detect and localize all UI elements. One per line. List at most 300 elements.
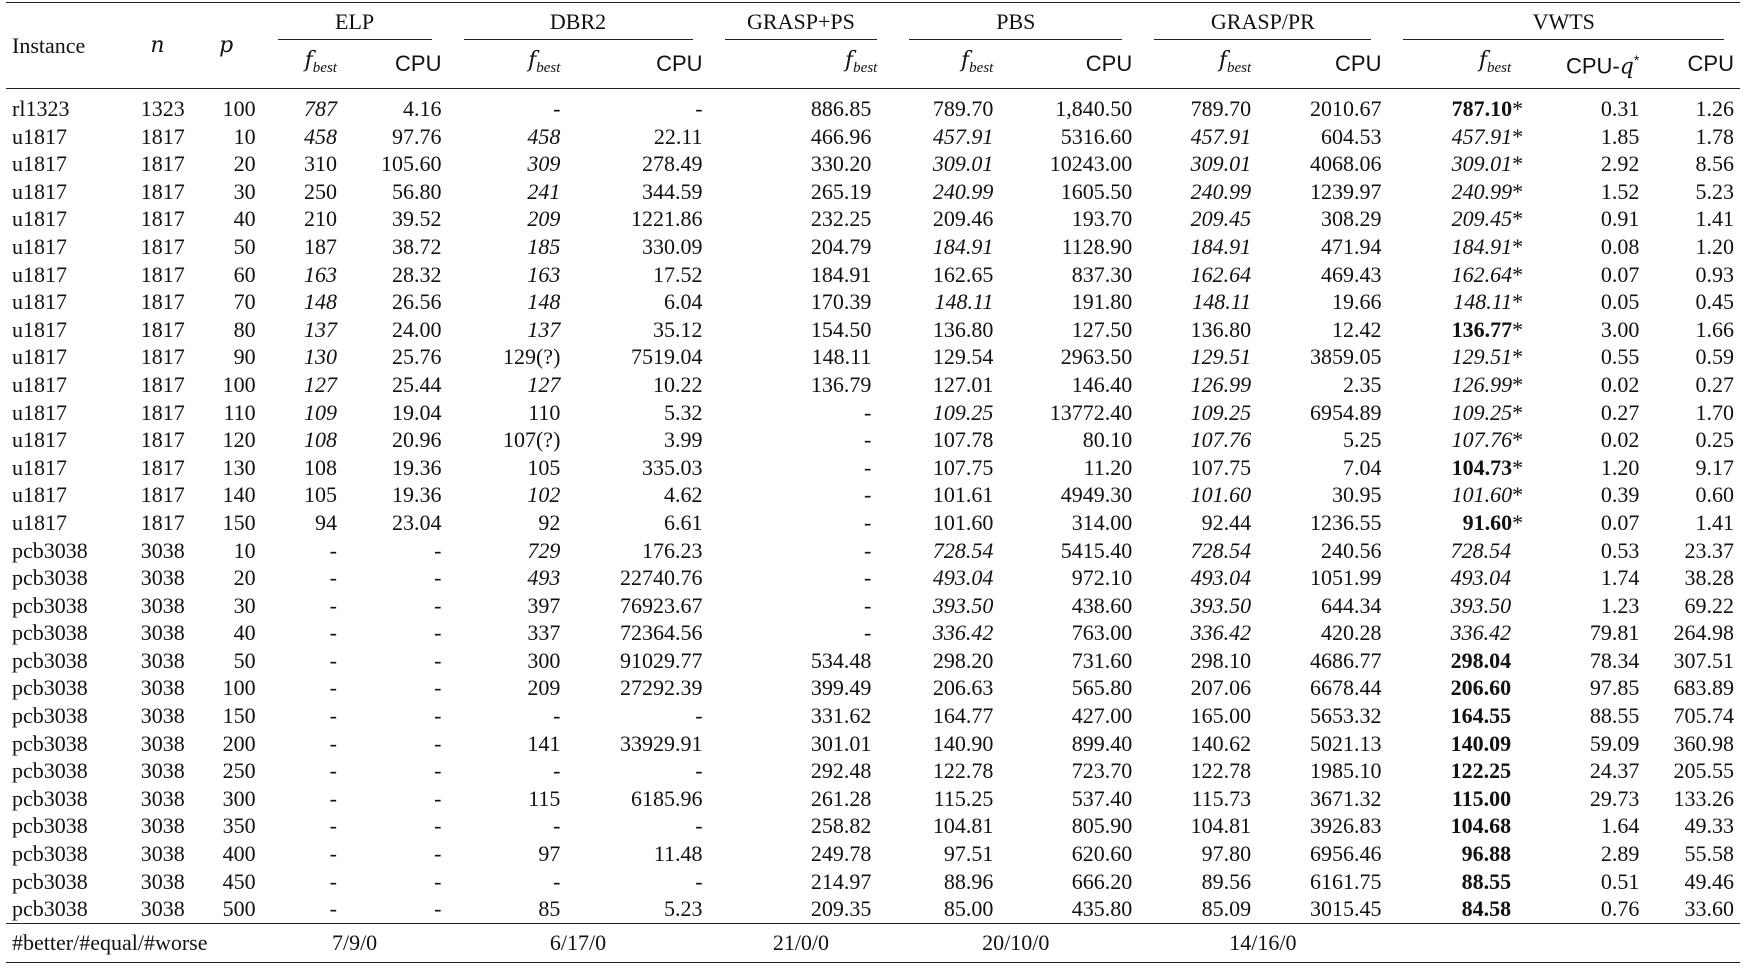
table-cell: 3859.05 xyxy=(1309,344,1382,370)
table-cell: 214.97 xyxy=(810,868,872,894)
table-cell: 55.58 xyxy=(1684,841,1734,867)
table-cell: 33929.91 xyxy=(620,730,703,756)
table-cell: 471.94 xyxy=(1320,233,1382,259)
table-cell: u1817 xyxy=(12,178,67,204)
table-cell: 88.55 xyxy=(1461,868,1512,894)
table-row xyxy=(6,509,1740,537)
table-cell: 115.73 xyxy=(1191,785,1252,811)
table-cell: 1817 xyxy=(140,206,185,232)
table-row xyxy=(6,371,1740,399)
table-cell: - xyxy=(695,703,703,729)
subheader-row xyxy=(6,40,1740,89)
table-cell: - xyxy=(553,96,561,121)
table-cell: 1221.86 xyxy=(631,206,703,232)
table-cell: 69.22 xyxy=(1684,592,1734,618)
header-group-vwts xyxy=(1387,3,1740,41)
table-cell: 184.91 xyxy=(1190,233,1252,259)
table-header xyxy=(6,3,1740,89)
table-cell: 59.09 xyxy=(1589,730,1640,756)
table-cell: 1.41 xyxy=(1695,509,1734,535)
table-cell: 3038 xyxy=(140,785,185,811)
table-cell: 10243.00 xyxy=(1049,151,1133,177)
table-cell: 335.03 xyxy=(642,454,703,480)
table-row xyxy=(6,757,1740,785)
table-cell: 336.42 xyxy=(1450,620,1512,646)
table-cell: 92.44 xyxy=(1201,509,1252,535)
table-cell: 101.60 xyxy=(1190,482,1252,508)
table-cell: - xyxy=(864,454,872,480)
footer-label: #better/#equal/#worse xyxy=(6,923,262,962)
table-cell: 4.16 xyxy=(403,96,442,121)
table-cell: 40 xyxy=(233,620,256,646)
table-cell: - xyxy=(434,647,442,673)
table-cell: 393.50 xyxy=(932,592,994,618)
table-cell: 97 xyxy=(538,841,561,867)
subheader-cpu-q-: CPU-q* xyxy=(1527,40,1645,89)
table-row xyxy=(6,150,1740,178)
table-cell: 122.78 xyxy=(1190,758,1252,784)
table-cell: 11.48 xyxy=(653,841,703,867)
table-cell: 393.50 xyxy=(1450,592,1512,618)
table-cell: 1323 xyxy=(140,96,185,121)
table-cell: - xyxy=(864,399,872,425)
table-cell: 3015.45 xyxy=(1309,896,1382,922)
table-cell: 723.70 xyxy=(1071,758,1133,784)
table-cell: 91.60* xyxy=(1462,509,1524,535)
table-cell: 1817 xyxy=(140,371,185,397)
table-cell: 298.04 xyxy=(1450,647,1512,673)
header-group-pbs xyxy=(893,3,1138,41)
table-cell: 310 xyxy=(303,151,337,177)
table-cell: 78.34 xyxy=(1589,647,1640,673)
table-cell: 1817 xyxy=(140,454,185,480)
subheader-f-best: $f_{best}$ xyxy=(1387,40,1527,89)
table-cell: 164.77 xyxy=(932,703,994,729)
table-cell: 126.99 xyxy=(1190,371,1252,397)
table-cell: 209 xyxy=(527,206,561,232)
table-cell: u1817 xyxy=(12,482,67,508)
table-cell: 146.40 xyxy=(1071,371,1133,397)
table-cell: 1,840.50 xyxy=(1055,96,1133,121)
table-row xyxy=(6,343,1740,371)
table-cell: 170.39 xyxy=(810,289,872,315)
table-cell: 122.25 xyxy=(1450,758,1512,784)
table-cell: 104.73* xyxy=(1451,454,1524,480)
table-cell: 107.78 xyxy=(932,427,994,453)
table-cell: u1817 xyxy=(12,233,67,259)
group-name: VWTS xyxy=(1532,9,1595,34)
table-cell: 241 xyxy=(527,178,561,204)
table-cell: 20 xyxy=(233,565,256,591)
table-body xyxy=(6,89,1740,924)
table-cell: 150 xyxy=(222,509,256,535)
table-cell: 604.53 xyxy=(1320,123,1382,149)
table-cell: 466.96 xyxy=(810,123,872,149)
header-p: p xyxy=(191,3,262,89)
table-cell: 0.27 xyxy=(1600,399,1640,425)
table-cell: 140.09 xyxy=(1450,730,1512,756)
table-cell: 3038 xyxy=(140,537,185,563)
table-cell: 1.26 xyxy=(1695,96,1734,121)
table-cell: 4686.77 xyxy=(1309,647,1382,673)
table-cell: 107(?) xyxy=(502,427,561,453)
footer-pbs: 20/10/0 xyxy=(893,923,1138,962)
table-cell: 88.55 xyxy=(1589,703,1640,729)
table-cell: 458 xyxy=(527,123,561,149)
subheader-cpu: CPU xyxy=(1267,40,1387,89)
table-cell: 6.04 xyxy=(664,289,703,315)
table-cell: 100 xyxy=(222,675,256,701)
table-cell: 5021.13 xyxy=(1309,730,1382,756)
table-cell: 1.70 xyxy=(1695,399,1734,425)
table-cell: 0.60 xyxy=(1695,482,1734,508)
table-cell: u1817 xyxy=(12,151,67,177)
table-cell: 97.76 xyxy=(392,123,442,149)
table-cell: u1817 xyxy=(12,427,67,453)
table-cell: - xyxy=(329,841,337,867)
table-row xyxy=(6,702,1740,730)
table-cell: 122.78 xyxy=(932,758,994,784)
table-cell: u1817 xyxy=(12,123,67,149)
table-cell: - xyxy=(434,758,442,784)
table-row xyxy=(6,619,1740,647)
table-cell: - xyxy=(695,758,703,784)
table-cell: 107.75 xyxy=(932,454,994,480)
table-cell: 137 xyxy=(527,316,561,342)
table-cell: 435.80 xyxy=(1071,896,1133,922)
table-cell: 0.02 xyxy=(1600,427,1640,453)
group-name: ELP xyxy=(335,9,375,34)
table-cell: - xyxy=(329,868,337,894)
table-cell: 5.25 xyxy=(1342,427,1382,453)
table-cell: 129.51* xyxy=(1451,344,1524,370)
table-cell: 493.04 xyxy=(1450,565,1512,591)
table-cell: 209 xyxy=(527,675,561,701)
table-cell: 140.90 xyxy=(932,730,994,756)
table-cell: 115.25 xyxy=(933,785,994,811)
table-cell: 101.60 xyxy=(932,509,994,535)
table-row xyxy=(6,399,1740,427)
table-cell: 6678.44 xyxy=(1309,675,1382,701)
table-cell: 148.11 xyxy=(811,344,872,370)
table-cell: 148 xyxy=(527,289,561,315)
table-cell: - xyxy=(864,620,872,646)
table-cell: 148.11 xyxy=(934,289,994,315)
table-cell: 120 xyxy=(222,427,256,453)
table-cell: 185 xyxy=(527,233,561,259)
table-cell: 9.17 xyxy=(1695,454,1734,480)
table-cell: 0.27 xyxy=(1695,371,1734,397)
table-cell: 0.05 xyxy=(1600,289,1640,315)
table-cell: 1239.97 xyxy=(1309,178,1382,204)
table-cell: 457.91* xyxy=(1451,123,1524,149)
table-cell: 0.08 xyxy=(1600,233,1640,259)
table-cell: 249.78 xyxy=(810,841,872,867)
table-cell: 10.22 xyxy=(653,371,703,397)
table-cell: 90 xyxy=(233,344,256,370)
subheader-f-best: $f_{best}$ xyxy=(1138,40,1267,89)
table-cell: 20 xyxy=(233,151,256,177)
table-cell: 4068.06 xyxy=(1309,151,1382,177)
table-cell: rl1323 xyxy=(12,96,70,121)
table-cell: 899.40 xyxy=(1071,730,1133,756)
table-cell: 4.62 xyxy=(664,482,703,508)
table-cell: 705.74 xyxy=(1673,703,1734,729)
table-cell: 12.42 xyxy=(1331,316,1382,342)
header-group-elp xyxy=(262,3,448,41)
table-cell: - xyxy=(864,509,872,535)
table-cell: 104.81 xyxy=(1190,813,1252,839)
results-table xyxy=(6,2,1740,963)
table-cell: 129.51 xyxy=(1190,344,1252,370)
table-cell: - xyxy=(553,813,561,839)
table-row xyxy=(6,233,1740,261)
table-cell: 5.23 xyxy=(1695,178,1734,204)
table-cell: 500 xyxy=(222,896,256,922)
table-cell: 28.32 xyxy=(392,261,442,287)
table-cell: 3038 xyxy=(140,896,185,922)
table-cell: 232.25 xyxy=(810,206,872,232)
table-cell: u1817 xyxy=(12,261,67,287)
table-cell: 837.30 xyxy=(1071,261,1133,287)
table-cell: 97.80 xyxy=(1201,841,1252,867)
table-row xyxy=(6,730,1740,758)
table-cell: 85.09 xyxy=(1201,896,1252,922)
table-cell: 763.00 xyxy=(1071,620,1133,646)
table-cell: 300 xyxy=(222,785,256,811)
table-cell: 493.04 xyxy=(932,565,994,591)
table-row xyxy=(6,592,1740,620)
table-cell: - xyxy=(329,758,337,784)
table-cell: 109.25 xyxy=(1190,399,1252,425)
table-cell: 5653.32 xyxy=(1309,703,1382,729)
table-cell: u1817 xyxy=(12,344,67,370)
header-n: n xyxy=(124,3,191,89)
table-cell: 209.35 xyxy=(810,896,872,922)
table-cell: 1817 xyxy=(140,123,185,149)
table-cell: 110 xyxy=(528,399,561,425)
table-cell: 40 xyxy=(233,206,256,232)
table-row xyxy=(6,205,1740,233)
table-row xyxy=(6,454,1740,482)
table-cell: 3.99 xyxy=(664,427,703,453)
table-cell: 39.52 xyxy=(392,206,442,232)
table-cell: pcb3038 xyxy=(12,758,88,784)
table-cell: 1.74 xyxy=(1600,565,1640,591)
table-cell: - xyxy=(329,647,337,673)
table-cell: 886.85 xyxy=(810,96,872,121)
table-cell: 6.61 xyxy=(664,509,703,535)
table-cell: 397 xyxy=(527,592,561,618)
table-cell: 1817 xyxy=(140,261,185,287)
table-cell: 0.45 xyxy=(1695,289,1734,315)
table-cell: 176.23 xyxy=(642,537,703,563)
group-name: GRASP+PS xyxy=(747,9,855,34)
table-cell: 164.55 xyxy=(1450,703,1512,729)
group-name: PBS xyxy=(996,9,1036,34)
table-cell: 108 xyxy=(303,454,337,480)
table-cell: - xyxy=(434,785,442,811)
footer-vwts xyxy=(1387,923,1740,962)
table-cell: pcb3038 xyxy=(12,537,88,563)
table-cell: 666.20 xyxy=(1071,868,1133,894)
table-cell: 457.91 xyxy=(1190,123,1252,149)
table-cell: 3038 xyxy=(140,868,185,894)
table-row xyxy=(6,288,1740,316)
table-cell: 162.64* xyxy=(1451,261,1524,287)
table-cell: 10 xyxy=(233,123,256,149)
table-cell: 300 xyxy=(527,647,561,673)
table-cell: 127.50 xyxy=(1071,316,1133,342)
table-cell: 1817 xyxy=(140,316,185,342)
table-cell: 60 xyxy=(233,261,256,287)
table-cell: 140.62 xyxy=(1190,730,1252,756)
table-cell: 148 xyxy=(303,289,337,315)
table-cell: - xyxy=(434,620,442,646)
table-cell: 1128.90 xyxy=(1061,233,1133,259)
table-cell: 1051.99 xyxy=(1309,565,1382,591)
table-cell: 240.99 xyxy=(932,178,994,204)
table-cell: 1236.55 xyxy=(1309,509,1382,535)
table-cell: 787.10* xyxy=(1451,96,1524,121)
table-row xyxy=(6,481,1740,509)
table-cell: - xyxy=(434,813,442,839)
table-cell: 22740.76 xyxy=(620,565,703,591)
table-cell: pcb3038 xyxy=(12,565,88,591)
subheader-f-best: $f_{best}$ xyxy=(893,40,1009,89)
table-cell: 3038 xyxy=(140,703,185,729)
table-cell: 3038 xyxy=(140,647,185,673)
table-cell: 1.52 xyxy=(1600,178,1640,204)
table-cell: 438.60 xyxy=(1071,592,1133,618)
table-cell: 24.00 xyxy=(392,316,442,342)
table-row xyxy=(6,537,1740,565)
table-cell: pcb3038 xyxy=(12,896,88,922)
table-cell: 731.60 xyxy=(1071,647,1133,673)
table-cell: 1817 xyxy=(140,399,185,425)
table-cell: 1.85 xyxy=(1600,123,1640,149)
table-cell: 2010.67 xyxy=(1309,96,1382,121)
table-cell: 728.54 xyxy=(1450,537,1512,563)
table-cell: 3038 xyxy=(140,730,185,756)
table-cell: 3671.32 xyxy=(1309,785,1382,811)
table-cell: 336.42 xyxy=(932,620,994,646)
table-cell: 344.59 xyxy=(642,178,703,204)
table-row xyxy=(6,89,1740,123)
table-cell: 184.91 xyxy=(810,261,872,287)
table-cell: 309.01 xyxy=(932,151,994,177)
table-cell: 56.80 xyxy=(392,178,442,204)
table-cell: 209.46 xyxy=(932,206,994,232)
table-cell: 150 xyxy=(222,703,256,729)
subheader-f-best: $f_{best}$ xyxy=(262,40,353,89)
table-cell: 209.45 xyxy=(1190,206,1252,232)
table-cell: 30 xyxy=(233,592,256,618)
table-cell: 107.76 xyxy=(1190,427,1252,453)
table-cell: 0.31 xyxy=(1600,96,1640,121)
table-cell: 107.75 xyxy=(1190,454,1252,480)
table-cell: 250 xyxy=(303,178,337,204)
table-cell: pcb3038 xyxy=(12,841,88,867)
subheader-cpu: CPU xyxy=(353,40,448,89)
table-cell: 469.43 xyxy=(1320,261,1382,287)
table-cell: 184.91* xyxy=(1451,233,1524,259)
table-cell: - xyxy=(329,565,337,591)
table-cell: 8.56 xyxy=(1695,151,1734,177)
table-cell: 0.39 xyxy=(1600,482,1640,508)
table-cell: 107.76* xyxy=(1451,427,1524,453)
table-cell: 191.80 xyxy=(1071,289,1133,315)
table-cell: 789.70 xyxy=(1190,96,1252,121)
table-cell: 250 xyxy=(222,758,256,784)
table-cell: 94 xyxy=(314,509,337,535)
table-cell: 3038 xyxy=(140,592,185,618)
table-cell: 301.01 xyxy=(810,730,872,756)
table-cell: 683.89 xyxy=(1673,675,1734,701)
table-cell: 3038 xyxy=(140,565,185,591)
table-cell: 427.00 xyxy=(1071,703,1133,729)
table-cell: 0.07 xyxy=(1600,509,1640,535)
table-cell: 101.61 xyxy=(932,482,994,508)
table-cell: 133.26 xyxy=(1673,785,1734,811)
table-cell: - xyxy=(553,758,561,784)
table-cell: 805.90 xyxy=(1071,813,1133,839)
table-cell: 0.59 xyxy=(1695,344,1734,370)
table-cell: 108 xyxy=(303,427,337,453)
table-cell: 105 xyxy=(303,482,337,508)
table-cell: - xyxy=(434,730,442,756)
table-cell: 240.56 xyxy=(1320,537,1382,563)
table-cell: 29.73 xyxy=(1589,785,1640,811)
table-cell: 97.51 xyxy=(943,841,994,867)
table-cell: 100 xyxy=(222,371,256,397)
table-cell: 163 xyxy=(303,261,337,287)
table-footer xyxy=(6,923,1740,962)
table-cell: 110 xyxy=(223,399,256,425)
table-cell: 2.92 xyxy=(1600,151,1640,177)
table-cell: 136.79 xyxy=(810,371,872,397)
table-cell: 0.76 xyxy=(1600,896,1640,922)
table-cell: 493.04 xyxy=(1190,565,1252,591)
table-cell: 140 xyxy=(222,482,256,508)
table-row xyxy=(6,868,1740,896)
table-cell: - xyxy=(864,565,872,591)
table-cell: 1605.50 xyxy=(1060,178,1133,204)
header-instance: Instance xyxy=(6,3,124,89)
table-cell: 92 xyxy=(538,509,561,535)
table-cell: - xyxy=(329,537,337,563)
table-cell: 350 xyxy=(222,813,256,839)
subheader-cpu: CPU xyxy=(1645,40,1740,89)
table-cell: 27292.39 xyxy=(620,675,703,701)
table-cell: 206.60 xyxy=(1450,675,1512,701)
table-cell: 493 xyxy=(527,565,561,591)
table-cell: 102 xyxy=(527,482,561,508)
table-cell: u1817 xyxy=(12,371,67,397)
table-cell: 278.49 xyxy=(642,151,703,177)
table-cell: - xyxy=(329,730,337,756)
table-cell: 565.80 xyxy=(1071,675,1133,701)
table-cell: 265.19 xyxy=(810,178,872,204)
table-cell: 209.45* xyxy=(1451,206,1524,232)
table-cell: 84.58 xyxy=(1461,896,1512,922)
table-cell: 207.06 xyxy=(1190,675,1252,701)
table-cell: 127.01 xyxy=(932,371,994,397)
table-cell: 6954.89 xyxy=(1309,399,1382,425)
table-cell: 5316.60 xyxy=(1060,123,1133,149)
table-cell: 200 xyxy=(222,730,256,756)
table-row xyxy=(6,123,1740,151)
